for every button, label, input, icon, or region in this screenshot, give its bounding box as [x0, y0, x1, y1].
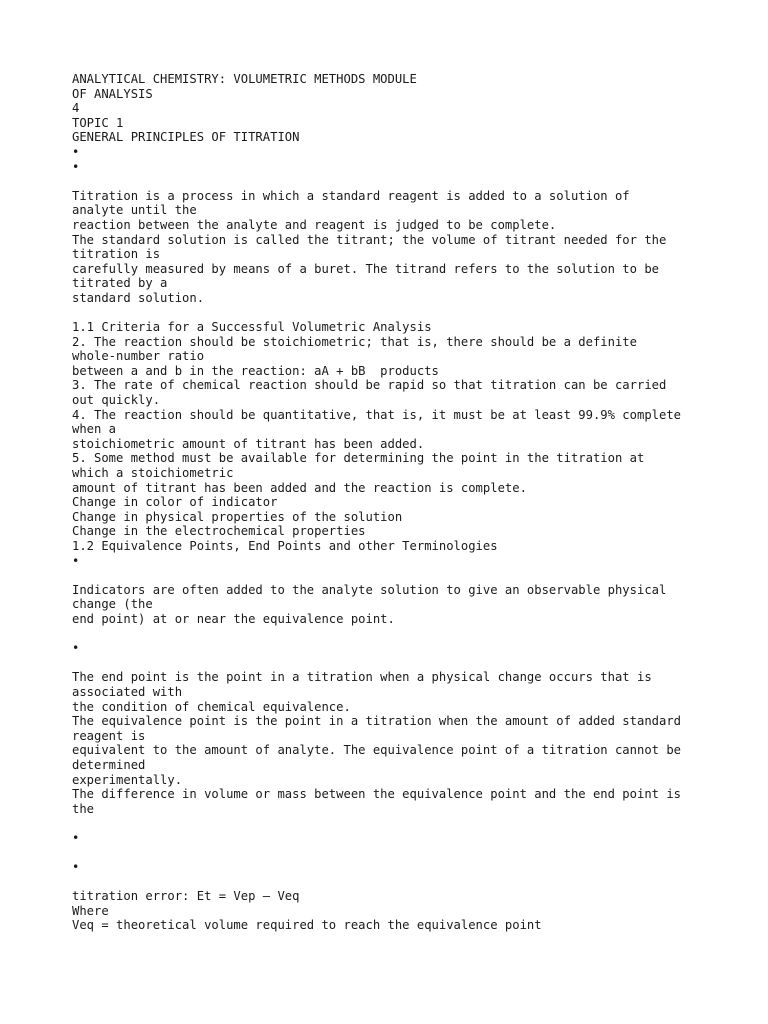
text-line: Change in color of indicator — [72, 495, 278, 510]
text-line: titration error: Et = Vep – Veq — [72, 889, 300, 904]
text-line: experimentally. — [72, 772, 183, 787]
text-line: Change in the electrochemical properties — [72, 524, 366, 539]
text-line: out quickly. — [72, 393, 161, 408]
text-line: ANALYTICAL CHEMISTRY: VOLUMETRIC METHODS MODULE — [72, 72, 417, 86]
text-line: OF ANALYSIS — [72, 86, 153, 101]
text-line: amount of titrant has been added and the reaction is complete. — [72, 480, 527, 495]
blank-line — [72, 306, 712, 321]
text-line: GENERAL PRINCIPLES OF TITRATION — [72, 130, 300, 145]
bullet-marker: • — [72, 860, 80, 875]
text-line: end point) at or near the equivalence point. — [72, 611, 395, 626]
document-body — [72, 72, 712, 933]
text-line: the — [72, 801, 95, 816]
text-line: equivalent to the amount of analyte. The equivalence point of a titration cannot be — [72, 743, 682, 758]
text-line: TOPIC 1 — [72, 115, 124, 130]
text-line: standard solution. — [72, 290, 205, 305]
text-line: which a stoichiometric — [72, 466, 234, 481]
bullet-marker: • — [72, 553, 80, 568]
text-line: titration is — [72, 247, 161, 262]
blank-line — [72, 845, 712, 860]
text-line: between a and b in the reaction: aA + bB products — [72, 363, 439, 378]
criteria-item: 3. The rate of chemical reaction should be rapid so that titration can be carried — [72, 378, 667, 393]
text-line: stoichiometric amount of titrant has been added. — [72, 436, 425, 451]
text-line: The difference in volume or mass between the equivalence point and the end point is — [72, 787, 682, 802]
text-line: change (the — [72, 597, 153, 612]
section-heading: 1.1 Criteria for a Successful Volumetric Analysis — [72, 320, 432, 335]
text-line: reagent is — [72, 728, 146, 743]
criteria-item: 2. The reaction should be stoichiometric; that is, there should be a definite — [72, 334, 637, 349]
text-line: associated with — [72, 684, 183, 699]
text-line: whole-number ratio — [72, 349, 205, 364]
blank-line — [72, 627, 712, 642]
text-line: The standard solution is called the titrant; the volume of titrant needed for the — [72, 232, 667, 247]
bullet-marker: • — [72, 830, 80, 845]
text-line: carefully measured by means of a buret. The titrand refers to the solution to be — [72, 261, 659, 276]
text-line: The equivalence point is the point in a titration when the amount of added standard — [72, 714, 682, 729]
blank-line — [72, 656, 712, 671]
text-line: titrated by a — [72, 276, 168, 291]
section-heading: 1.2 Equivalence Points, End Points and other Terminologies — [72, 539, 498, 553]
text-line: Where — [72, 903, 109, 918]
criteria-item: 5. Some method must be available for determining the point in the titration at — [72, 451, 645, 466]
bullet-marker: • — [72, 144, 80, 159]
text-line: 4 — [72, 101, 80, 116]
criteria-item: 4. The reaction should be quantitative, that is, it must be at least 99.9% complete — [72, 407, 682, 422]
text-line: Titration is a process in which a standard reagent is added to a solution of — [72, 188, 630, 203]
bullet-marker: • — [72, 641, 80, 656]
text-line: reaction between the analyte and reagent is judged to be complete. — [72, 217, 557, 232]
text-line: when a — [72, 422, 117, 437]
text-line: Indicators are often added to the analyte solution to give an observable physical — [72, 582, 667, 597]
text-line: The end point is the point in a titration when a physical change occurs that is — [72, 670, 652, 685]
blank-line — [72, 875, 712, 890]
blank-line — [72, 174, 712, 189]
text-line: determined — [72, 757, 146, 772]
blank-line — [72, 568, 712, 583]
text-line: analyte until the — [72, 203, 197, 218]
text-line: Change in physical properties of the solution — [72, 509, 403, 524]
text-line: the condition of chemical equivalence. — [72, 699, 351, 714]
bullet-marker: • — [72, 159, 80, 174]
blank-line — [72, 816, 712, 831]
text-line: Veq = theoretical volume required to reach the equivalence point — [72, 918, 542, 933]
